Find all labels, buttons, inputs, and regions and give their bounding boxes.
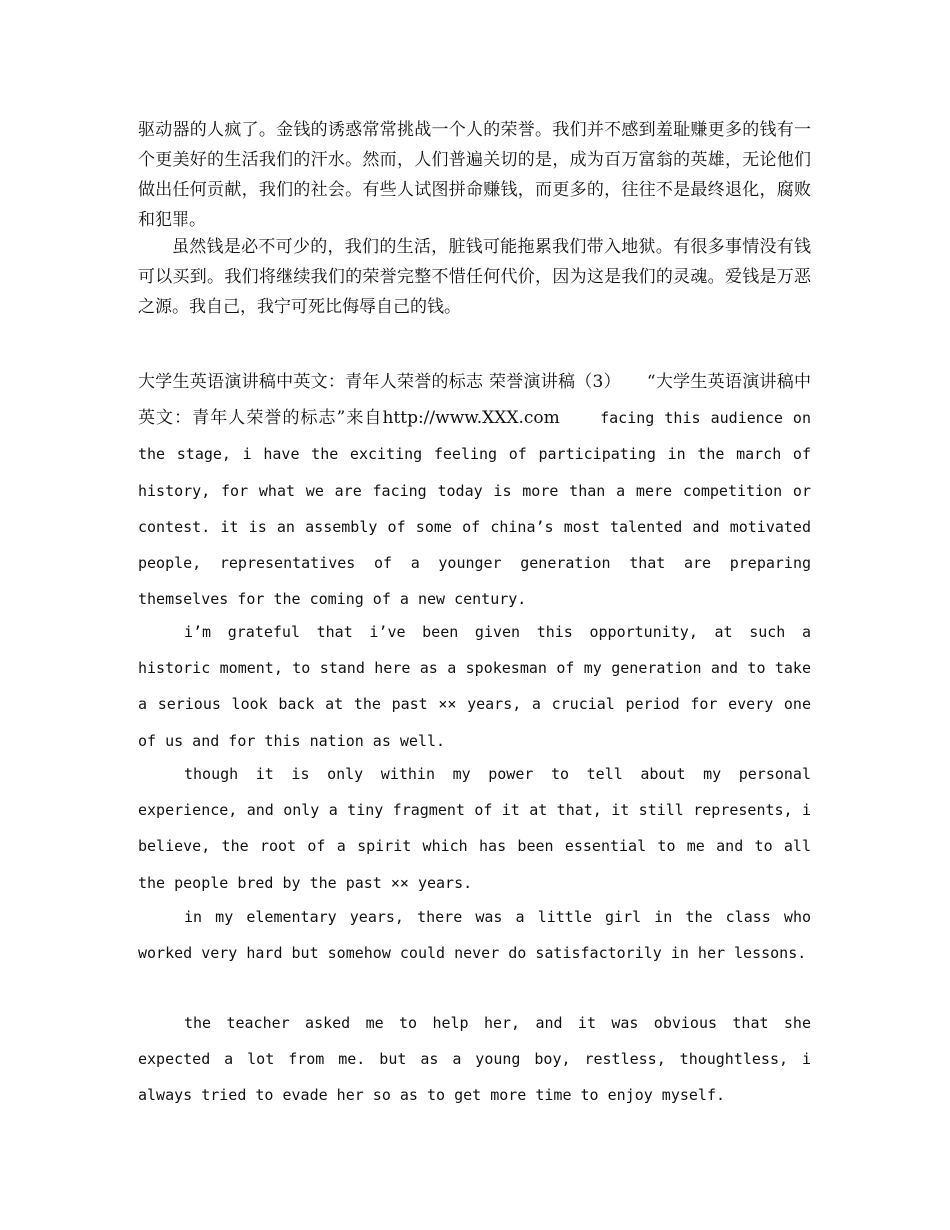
paragraph-6-text: in my elementary years, there was a little girl in the class who worked very hard but somehow could never do satisfactorily in her lessons. <box>138 908 811 963</box>
paragraph-2 <box>138 232 811 322</box>
paragraph-7-text: the teacher asked me to help her, and it was obvious that she expected a lot from me. but as a young boy, restless, thoughtless, i always tried to evade her so as to get more time to enjoy myself. <box>138 1014 811 1105</box>
paragraph-3 <box>138 364 811 617</box>
paragraph-4 <box>138 614 811 759</box>
paragraph-2-text: 虽然钱是必不可少的，我们的生活，脏钱可能拖累我们带入地狱。有很多事情没有钱可以买到。我们将继续我们的荣誉完整不惜任何代价，因为这是我们的灵魂。爱钱是万恶之源。我自己，我宁可死比侮辱自己的钱。 <box>138 237 811 317</box>
paragraph-1 <box>138 115 811 235</box>
paragraph-6 <box>138 899 811 971</box>
paragraph-4-text: i’m grateful that i’ve been given this opportunity, at such a historic moment, to stand here as a spokesman of my generation and to take a serious look back at the past ×× years, a crucial period for every one of us and for this nation as well. <box>138 623 811 750</box>
paragraph-5 <box>138 756 811 901</box>
paragraph-1-text: 驱动器的人疯了。金钱的诱惑常常挑战一个人的荣誉。我们并不感到羞耻赚更多的钱有一个更美好的生活我们的汗水。然而，人们普遍关切的是，成为百万富翁的英雄，无论他们做出任何贡献，我们的社会。有些人试图拼命赚钱，而更多的，往往不是最终退化，腐败和犯罪。 <box>138 120 811 230</box>
paragraph-7 <box>138 1005 811 1114</box>
section-heading: 大学生英语演讲稿中英文：青年人荣誉的标志 荣誉演讲稿（3） “大学生英语演讲稿中英文：青年人荣誉的标志”来自http://www.XXX.com <box>138 372 811 429</box>
paragraph-3-text <box>138 364 811 617</box>
paragraph-3-body: facing this audience on the stage, i have the exciting feeling of participating in the march of history, for what we are facing today is more than a mere competition or contest. it is an assembly of some of china’s most talented and motivated people, representatives of a younger generation that are preparing themselves for the coming of a new century. <box>138 409 811 609</box>
paragraph-5-text: though it is only within my power to tell about my personal experience, and only a tiny fragment of it at that, it still represents, i believe, the root of a spirit which has been essential to me and to all the people bred by the past ×× years. <box>138 765 811 892</box>
